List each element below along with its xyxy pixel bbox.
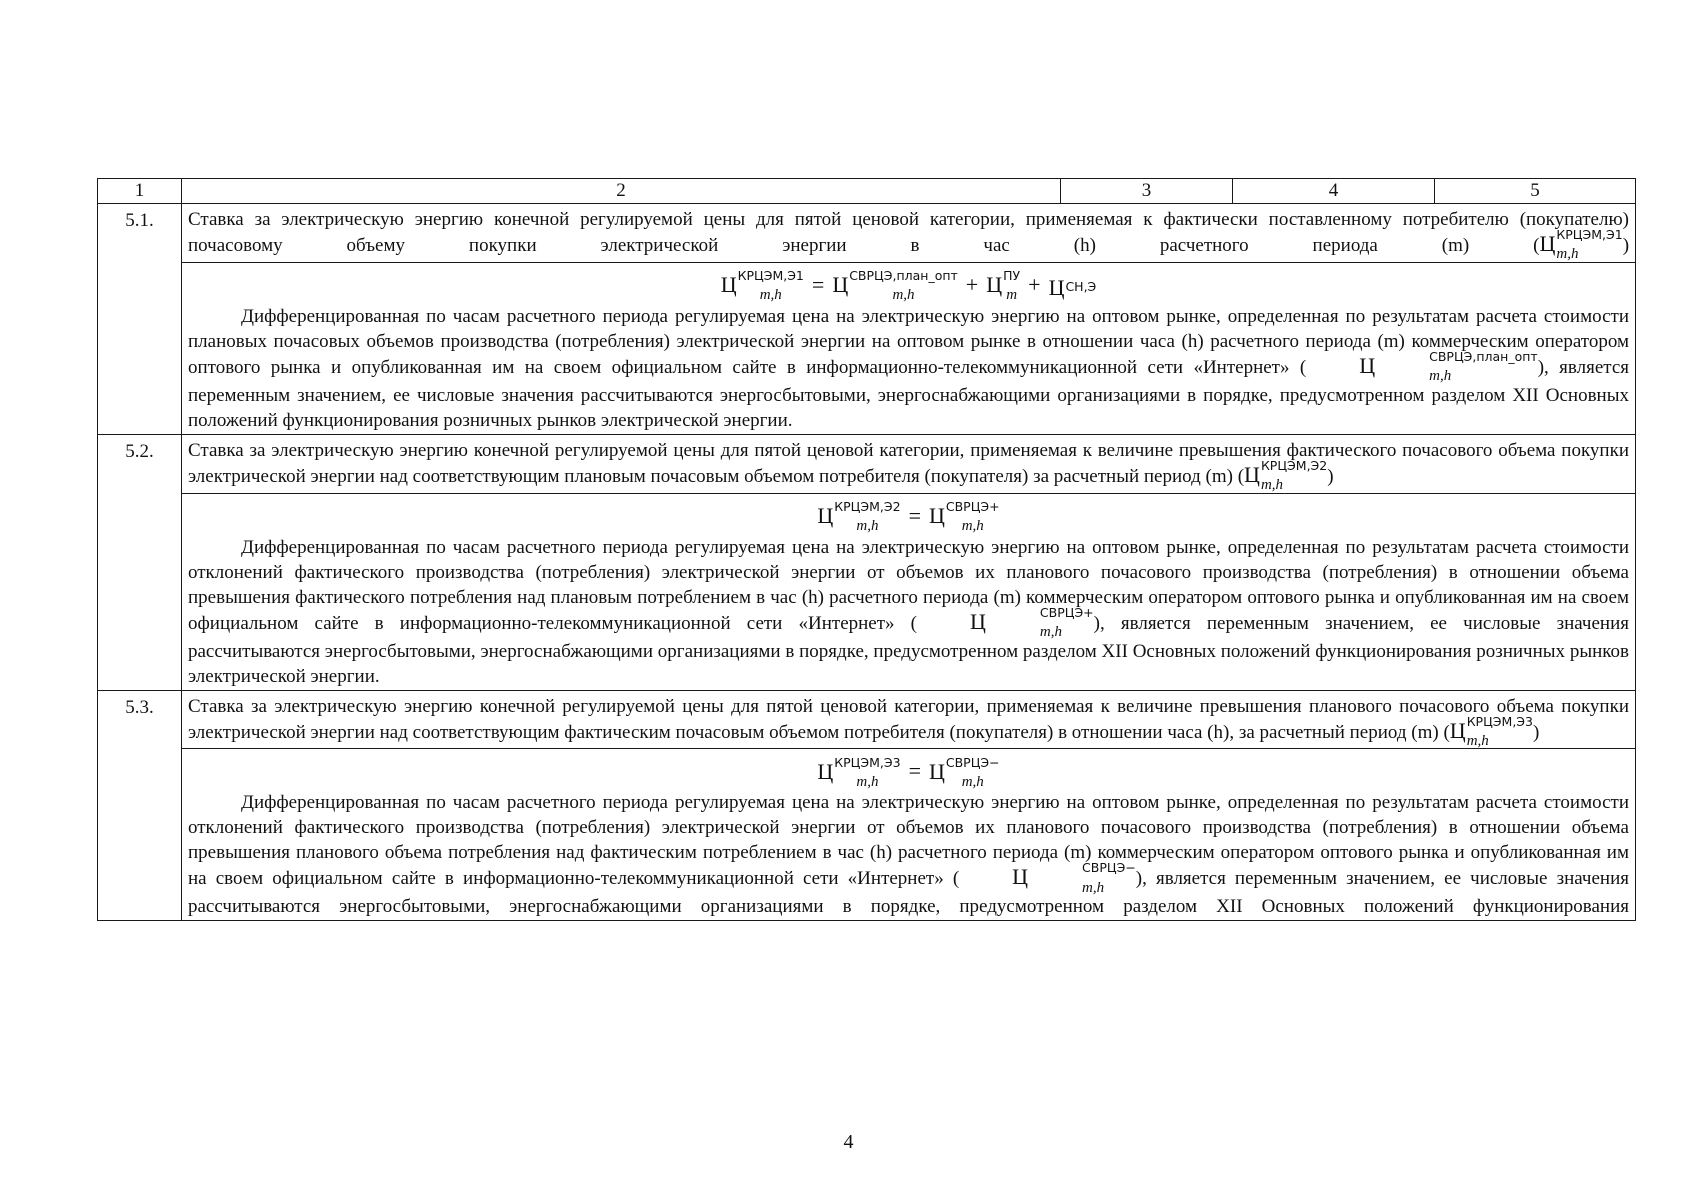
item-body-row bbox=[98, 262, 1636, 434]
plus-sign: + bbox=[965, 271, 979, 297]
symbol-superscript: КРЦЭМ,Э3 bbox=[1466, 713, 1533, 729]
symbol-subscript: m,h bbox=[961, 773, 984, 790]
symbol-superscript: СВРЦЭ,план_опт bbox=[1429, 348, 1538, 364]
item-number: 5.3. bbox=[98, 690, 182, 921]
symbol-subscript: m,h bbox=[759, 287, 782, 304]
symbol-superscript: ПУ bbox=[1003, 268, 1021, 284]
description-text: Дифференцированная по часам расчетного периода регулируемая цена на электрическую энергию на оптовом рынке, определенная по результатам расчета стоимости отклонений фактического производства (потребления) электрической энергии от объемов их планового почасового производства (потребления) в отношении объема превышения фактического потребления над плановым потреблением в час (h) расчетного периода (m) коммерческим оператором оптового рынка и опубликованная им на своем официальном сайте в информационно-телекоммуникационной сети «Интернет» bbox=[188, 536, 1629, 634]
symbol-subscript: m,h bbox=[1466, 732, 1489, 749]
symbol-base: Ц bbox=[928, 502, 945, 528]
symbol-superscript: СВРЦЭ− bbox=[945, 754, 1000, 770]
item-title-row bbox=[98, 204, 1636, 263]
description-symbol bbox=[959, 860, 1136, 896]
item-title-text: Ставка за электрическую энергию конечной регулируемой цены для пятой ценовой категории, применяемая к величине превышения фактического почасового объема покупки электрической энергии над соответствующим плановым почасовым объемом потребителя (покупателя) за расчетный период (m) bbox=[188, 439, 1629, 487]
symbol-subscript: m,h bbox=[1260, 476, 1284, 493]
symbol-indices bbox=[834, 498, 901, 534]
table-body bbox=[98, 179, 1636, 921]
symbol-base: Ц bbox=[1048, 274, 1065, 300]
formula-term bbox=[928, 754, 1000, 790]
symbol-subscript: m,h bbox=[1429, 368, 1452, 384]
description-symbol bbox=[917, 604, 1094, 640]
header-col-1: 1 bbox=[98, 179, 182, 204]
symbol-base: Ц bbox=[817, 758, 834, 784]
symbol-base: Ц bbox=[832, 271, 849, 297]
header-col-5: 5 bbox=[1435, 179, 1636, 204]
item-description: Дифференцированная по часам расчетного периода регулируемая цена на электрическую энергию на оптовом рынке, определенная по результатам расчета стоимости плановых почасовых объемов производства (потребления) электрической энергии на оптовом рынке в отношении часа (h) расчетного периода (m) коммерческим оператором оптового рынка и опубликованная им на своем официальном сайте в информационно-телекоммуникационной сети «Интернет» ( Ц СВРЦЭ,план_опт m,h ), является переменным значением, ее числовые значения рассчитываются энергосбытовыми, энергоснабжающими организациями в порядке, предусмотренном разделом XII Основных положений функционирования розничных рынков электрической энергии. bbox=[188, 305, 1630, 431]
symbol-base: Ц bbox=[1012, 864, 1029, 890]
item-title: Ставка за электрическую энергию конечной регулируемой цены для пятой ценовой категории, применяемая к фактически поставленному потребителю (покупателю) почасовому объему покупки электрической энергии в час (h) расчетного периода (m) (Ц КРЦЭМ,Э1 m,h ) bbox=[188, 209, 1630, 263]
item-title-row bbox=[98, 690, 1636, 749]
symbol-base: Ц bbox=[817, 502, 834, 528]
symbol-superscript: КРЦЭМ,Э2 bbox=[834, 498, 901, 514]
item-title-text: Ставка за электрическую энергию конечной регулируемой цены для пятой ценовой категории, применяемая к фактически поставленному потребителю (покупателю) почасовому объему покупки электрической энергии в час (h) расчетного периода (m) bbox=[188, 209, 1629, 256]
symbol-indices bbox=[945, 498, 1000, 534]
symbol-indices bbox=[1003, 268, 1021, 304]
symbol-subscript: m bbox=[1006, 287, 1018, 304]
symbol-subscript: m,h bbox=[1082, 879, 1105, 896]
item-title-cell bbox=[182, 434, 1636, 493]
symbol-base: Ц bbox=[720, 271, 737, 297]
title-symbol bbox=[1244, 457, 1328, 493]
symbol-indices bbox=[987, 604, 1094, 640]
symbol-base: Ц bbox=[928, 758, 945, 784]
symbol-indices bbox=[1376, 348, 1538, 384]
symbol-superscript: КРЦЭМ,Э1 bbox=[737, 268, 804, 284]
item-title-cell bbox=[182, 690, 1636, 749]
description-symbol bbox=[1306, 348, 1538, 384]
symbol-base: Ц bbox=[1539, 230, 1556, 256]
equals-sign: = bbox=[908, 502, 921, 528]
item-body-cell bbox=[182, 493, 1636, 690]
symbol-superscript: КРЦЭМ,Э2 bbox=[1260, 457, 1328, 473]
description-text-end: , является переменным значением, ее числовые значения рассчитываются энергосбытовыми, энергоснабжающими организациями в порядке, предусмотренном разделом XII Основных положений функционирования розничных рынков электрической энергии. bbox=[188, 356, 1630, 431]
formula-term bbox=[928, 498, 1000, 534]
formula bbox=[188, 266, 1629, 304]
symbol-indices bbox=[1466, 713, 1533, 749]
symbol-indices bbox=[1065, 278, 1097, 297]
symbol-base: Ц bbox=[970, 608, 986, 634]
formula-term bbox=[832, 268, 958, 304]
header-col-3: 3 bbox=[1061, 179, 1233, 204]
symbol-subscript: m,h bbox=[856, 773, 879, 790]
page-number: 4 bbox=[843, 1131, 854, 1153]
symbol-indices bbox=[945, 754, 1000, 790]
symbol-superscript: СВРЦЭ,план_опт bbox=[849, 268, 958, 284]
header-row bbox=[98, 179, 1636, 204]
equals-sign: = bbox=[908, 758, 921, 784]
symbol-subscript: m,h bbox=[1556, 246, 1579, 263]
symbol-base: Ц bbox=[1449, 717, 1466, 743]
symbol-base: Ц bbox=[986, 271, 1003, 297]
item-body-row bbox=[98, 493, 1636, 690]
formula-term bbox=[1048, 274, 1097, 300]
symbol-indices bbox=[834, 754, 901, 790]
description-text-end: , является переменным значением, ее числовые значения рассчитываются энергосбытовыми, энергоснабжающими организациями в порядке, предусмотренном разделом XII Основных положений функционирования bbox=[188, 868, 1629, 918]
item-number: 5.1. bbox=[98, 204, 182, 435]
formula bbox=[188, 752, 1629, 790]
symbol-subscript: m,h bbox=[961, 517, 984, 534]
item-body-cell bbox=[182, 262, 1636, 434]
item-title-cell bbox=[182, 204, 1636, 263]
header-col-4: 4 bbox=[1233, 179, 1435, 204]
symbol-subscript: m,h bbox=[892, 287, 915, 304]
plus-sign: + bbox=[1028, 271, 1041, 297]
symbol-superscript: СВРЦЭ+ bbox=[945, 498, 1000, 514]
symbol-subscript: m,h bbox=[856, 517, 879, 534]
formula-lhs bbox=[720, 268, 804, 304]
formula bbox=[188, 497, 1629, 535]
description-text: Дифференцированная по часам расчетного периода регулируемая цена на электрическую энергию на оптовом рынке, определенная по результатам расчета стоимости отклонений фактического производства (потребления) электрической энергии от объемов их планового почасового производства (потребления) в отношении объема превышения планового объема потребления над фактическим потреблением в час (h) расчетного периода (m) коммерческим оператором оптового рынка и опубликованная им на своем официальном сайте в информационно-телекоммуникационной сети «Интернет» bbox=[188, 792, 1629, 890]
symbol-superscript: КРЦЭМ,Э1 bbox=[1556, 227, 1623, 242]
item-title-text: Ставка за электрическую энергию конечной регулируемой цены для пятой ценовой категории, применяемая к величине превышения планового почасового объема покупки электрической энергии над соответствующим фактическим почасовым объемом потребителя (покупателя) в отношении часа (h), за расчетный период (m) bbox=[188, 695, 1629, 743]
symbol-superscript: КРЦЭМ,Э3 bbox=[834, 754, 901, 770]
formula-term bbox=[986, 268, 1021, 304]
item-description: Дифференцированная по часам расчетного периода регулируемая цена на электрическую энергию на оптовом рынке, определенная по результатам расчета стоимости отклонений фактического производства (потребления) электрической энергии от объемов их планового почасового производства (потребления) в отношении объема превышения планового объема потребления над фактическим потреблением в час (h) расчетного периода (m) коммерческим оператором оптового рынка и опубликованная им на своем официальном сайте в информационно-телекоммуникационной сети «Интернет» ( Ц СВРЦЭ− m,h ), является переменным значением, ее числовые значения рассчитываются энергосбытовыми, энергоснабжающими организациями в порядке, предусмотренном разделом XII Основных положений функционирования bbox=[188, 792, 1629, 918]
symbol-indices bbox=[1260, 457, 1328, 493]
symbol-base: Ц bbox=[1244, 461, 1260, 487]
symbol-indices bbox=[737, 268, 804, 304]
header-col-2: 2 bbox=[182, 179, 1061, 204]
item-body-cell bbox=[182, 749, 1636, 921]
description-text-end: , является переменным значением, ее числовые значения рассчитываются энергосбытовыми, энергоснабжающими организациями в порядке, предусмотренном разделом XII Основных положений функционирования розничных рынков электрической энергии. bbox=[188, 612, 1629, 687]
item-title: Ставка за электрическую энергию конечной регулируемой цены для пятой ценовой категории, применяемая к величине превышения фактического почасового объема покупки электрической энергии над соответствующим плановым почасовым объемом потребителя (покупателя) за расчетный период (m) (Ц КРЦЭМ,Э2 m,h ) bbox=[188, 439, 1629, 493]
formula-lhs bbox=[817, 498, 901, 534]
symbol-base: Ц bbox=[1359, 352, 1376, 378]
item-title: Ставка за электрическую энергию конечной регулируемой цены для пятой ценовой категории, применяемая к величине превышения планового почасового объема покупки электрической энергии над соответствующим фактическим почасовым объемом потребителя (покупателя) в отношении часа (h), за расчетный период (m) (Ц КРЦЭМ,Э3 m,h ) bbox=[188, 695, 1629, 749]
title-symbol bbox=[1539, 227, 1623, 263]
equals-sign: = bbox=[811, 271, 825, 297]
symbol-indices bbox=[1556, 227, 1623, 263]
symbol-indices bbox=[849, 268, 958, 304]
tariff-table bbox=[97, 178, 1636, 921]
title-symbol bbox=[1449, 713, 1533, 749]
symbol-indices bbox=[1029, 860, 1136, 896]
description-text: Дифференцированная по часам расчетного периода регулируемая цена на электрическую энергию на оптовом рынке, определенная по результатам расчета стоимости плановых почасовых объемов производства (потребления) электрической энергии на оптовом рынке в отношении часа (h) расчетного периода (m) коммерческим оператором оптового рынка и опубликованная им на своем официальном сайте в информационно-телекоммуникационной сети «Интернет» bbox=[188, 305, 1629, 378]
symbol-superscript: СН,Э bbox=[1065, 278, 1097, 294]
symbol-superscript: СВРЦЭ+ bbox=[1039, 604, 1094, 620]
item-title-row bbox=[98, 434, 1636, 493]
symbol-superscript: СВРЦЭ− bbox=[1082, 860, 1136, 876]
item-body-row bbox=[98, 749, 1636, 921]
symbol-subscript: m,h bbox=[1039, 623, 1062, 640]
item-number: 5.2. bbox=[98, 434, 182, 690]
item-description: Дифференцированная по часам расчетного периода регулируемая цена на электрическую энергию на оптовом рынке, определенная по результатам расчета стоимости отклонений фактического производства (потребления) электрической энергии от объемов их планового почасового производства (потребления) в отношении объема превышения фактического потребления над плановым потреблением в час (h) расчетного периода (m) коммерческим оператором оптового рынка и опубликованная им на своем официальном сайте в информационно-телекоммуникационной сети «Интернет» ( Ц СВРЦЭ+ m,h ), является переменным значением, ее числовые значения рассчитываются энергосбытовыми, энергоснабжающими организациями в порядке, предусмотренном разделом XII Основных положений функционирования розничных рынков электрической энергии. bbox=[188, 536, 1629, 687]
formula-lhs bbox=[817, 754, 901, 790]
